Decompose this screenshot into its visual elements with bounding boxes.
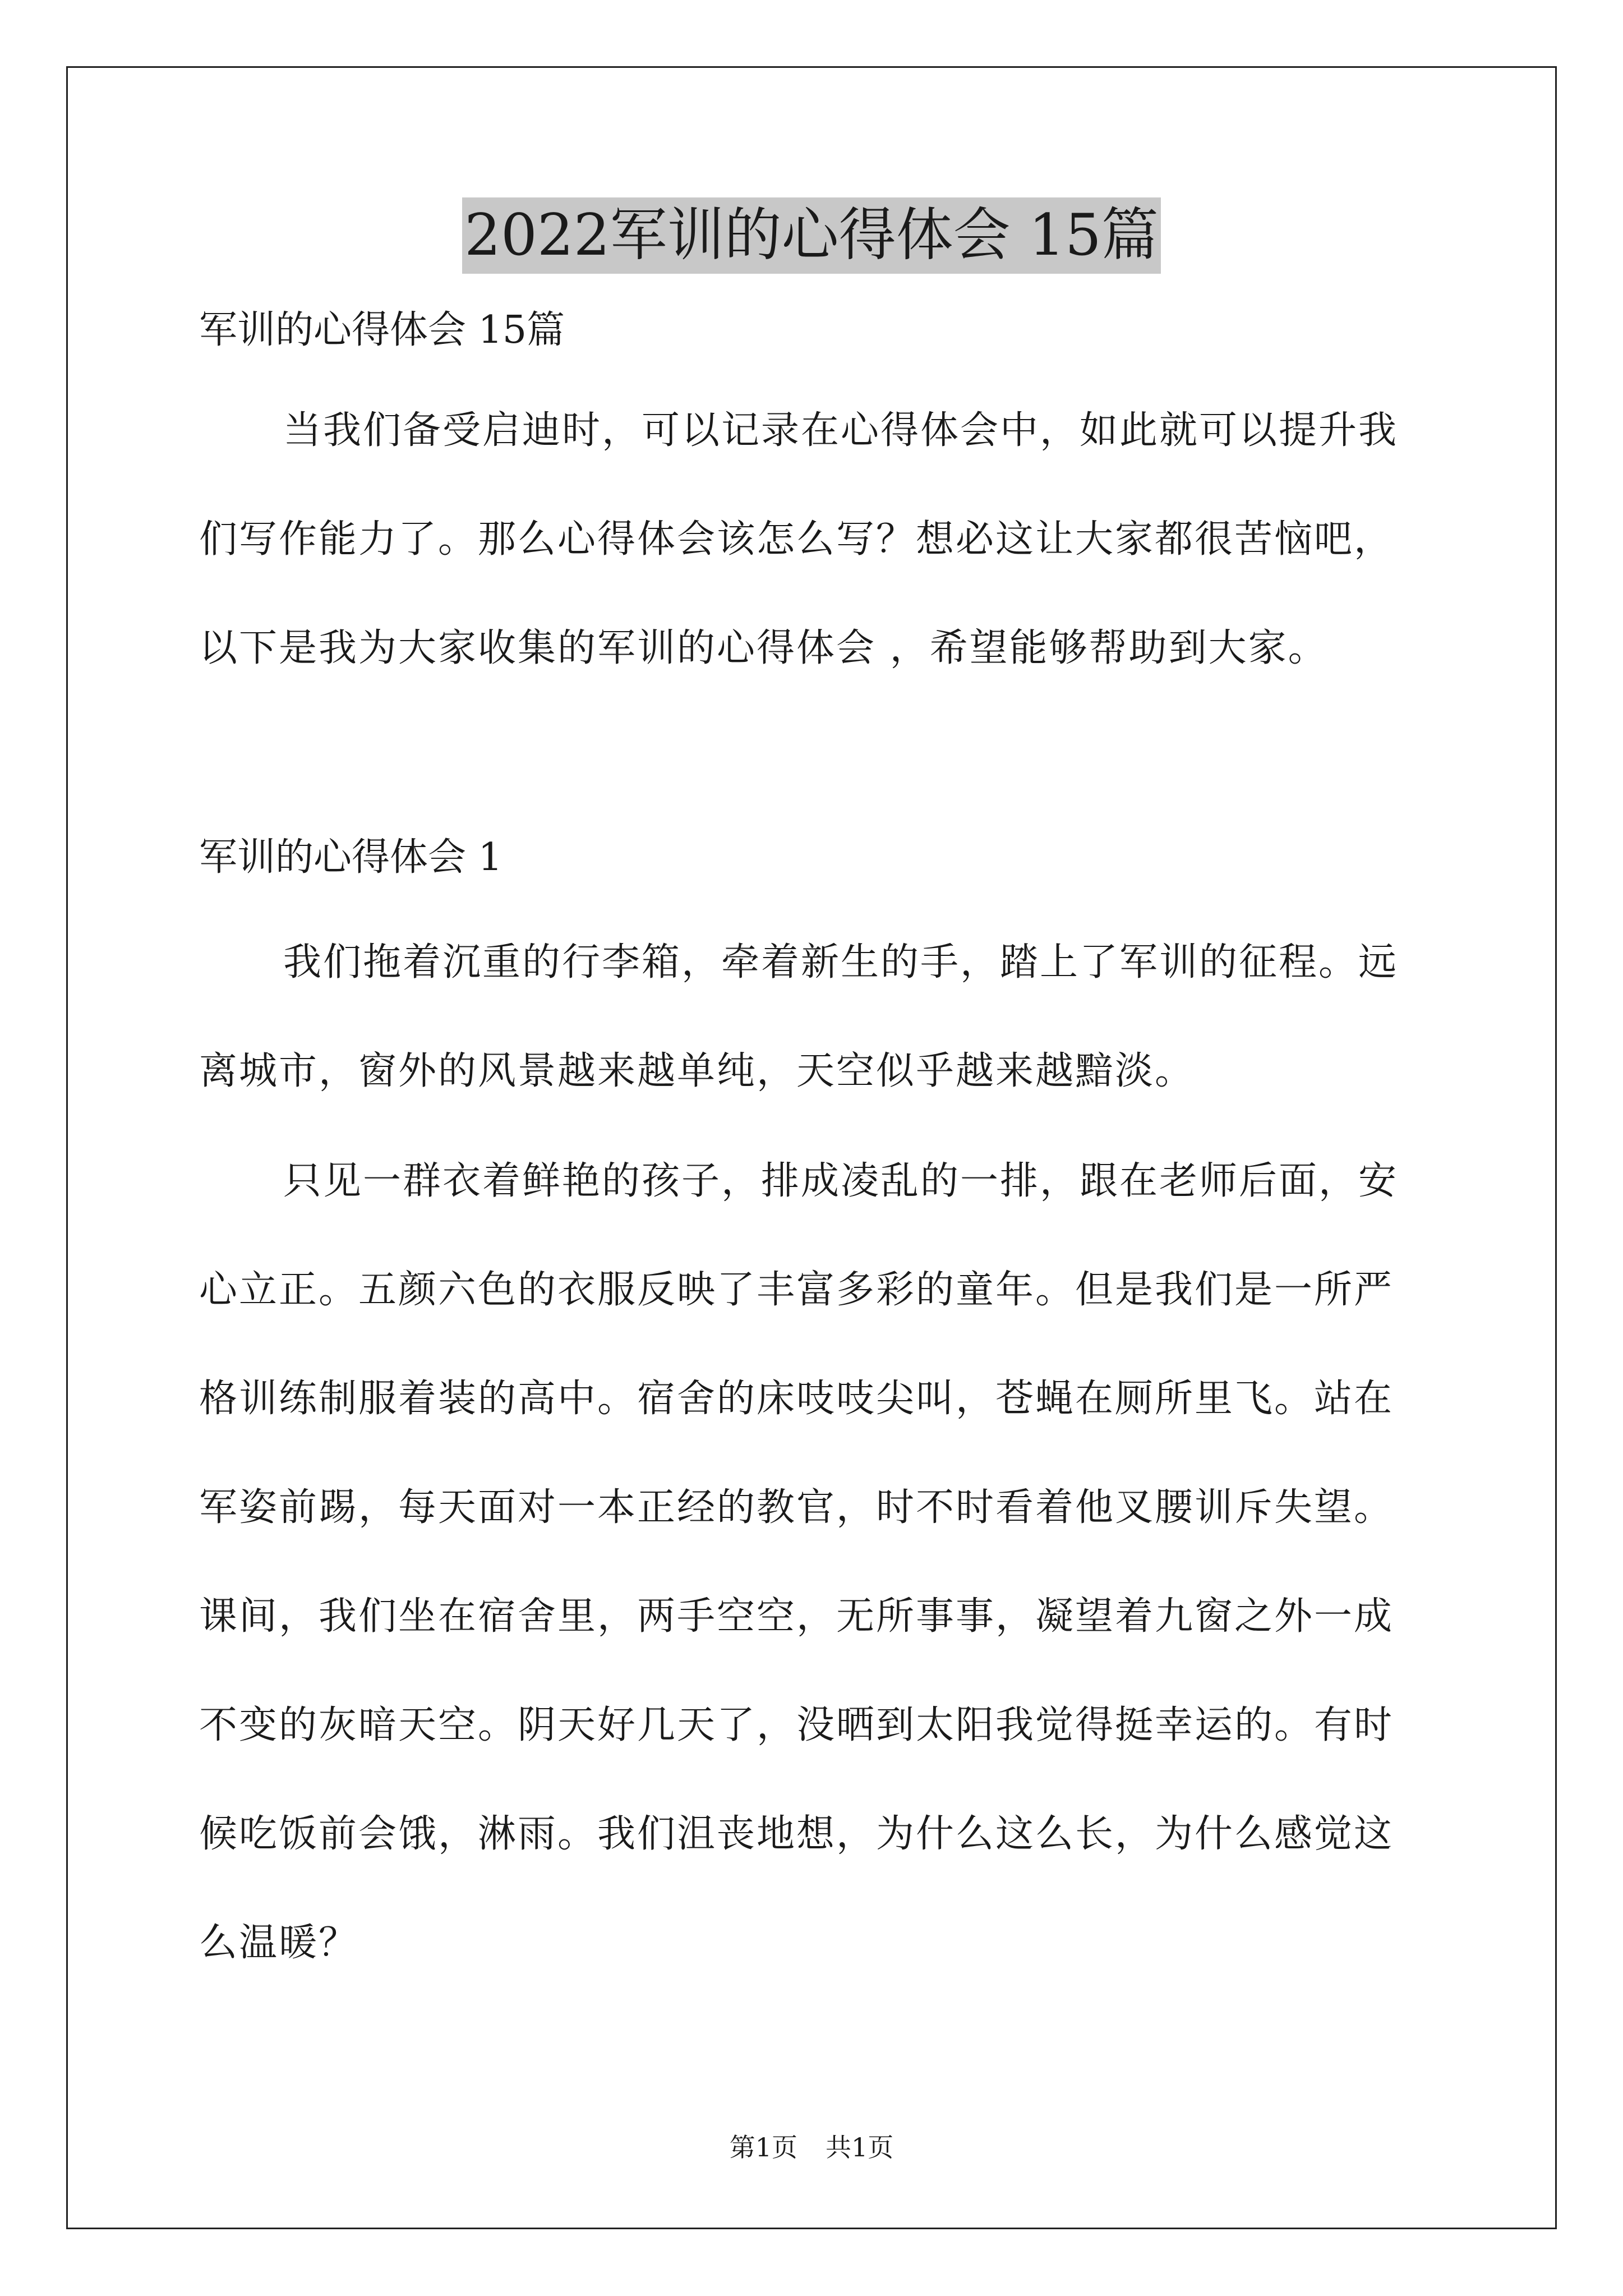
- text-line: 以下是我为大家收集的军训的心得体会 ，希望能够帮助到大家。: [199, 626, 1328, 670]
- title-container: [0, 197, 1623, 274]
- document-subtitle: 军训的心得体会 15篇: [199, 308, 565, 352]
- text-line: 只见一群衣着鲜艳的孩子，排成凌乱的一排，跟在老师后面，安: [283, 1159, 1399, 1203]
- text-line: 不变的灰暗天空。阴天好几天了，没晒到太阳我觉得挺幸运的。有时: [199, 1703, 1394, 1747]
- text-line: 我们拖着沉重的行李箱，牵着新生的手，踏上了军训的征程。远: [283, 940, 1399, 984]
- text-line: 离城市，窗外的风景越来越单纯，天空似乎越来越黯淡。: [199, 1049, 1195, 1093]
- page-total: 共1页: [826, 2132, 894, 2162]
- text-line: 课间，我们坐在宿舍里，两手空空，无所事事，凝望着九窗之外一成: [199, 1594, 1394, 1639]
- page-number: 第1页: [729, 2132, 797, 2162]
- page-footer: [0, 2131, 1623, 2164]
- spacer: [199, 675, 1436, 830]
- spacer: [199, 1098, 1436, 1154]
- body-paragraph: [199, 936, 1436, 1098]
- text-line: 军姿前踢，每天面对一本正经的教官，时不时看着他叉腰训斥失望。: [199, 1485, 1394, 1530]
- section-heading: 军训的心得体会 1: [199, 835, 502, 880]
- document-body: [199, 303, 1436, 1970]
- text-line: 心立正。五颜六色的衣服反映了丰富多彩的童年。但是我们是一所严: [199, 1268, 1394, 1312]
- body-paragraph: [199, 1154, 1436, 1970]
- intro-paragraph: [199, 404, 1436, 675]
- text-line: 们写作能力了。那么心得体会该怎么写？想必这让大家都很苦恼吧，: [199, 517, 1394, 562]
- document-title: 2022军训的心得体会 15篇: [462, 197, 1161, 274]
- text-line: 当我们备受启迪时，可以记录在心得体会中，如此就可以提升我: [283, 408, 1399, 453]
- text-line: 候吃饭前会饿，淋雨。我们沮丧地想，为什么这么长，为什么感觉这: [199, 1812, 1394, 1856]
- text-line: 么温暖？: [199, 1921, 359, 1965]
- text-line: 格训练制服着装的高中。宿舍的床吱吱尖叫，苍蝇在厕所里飞。站在: [199, 1377, 1394, 1421]
